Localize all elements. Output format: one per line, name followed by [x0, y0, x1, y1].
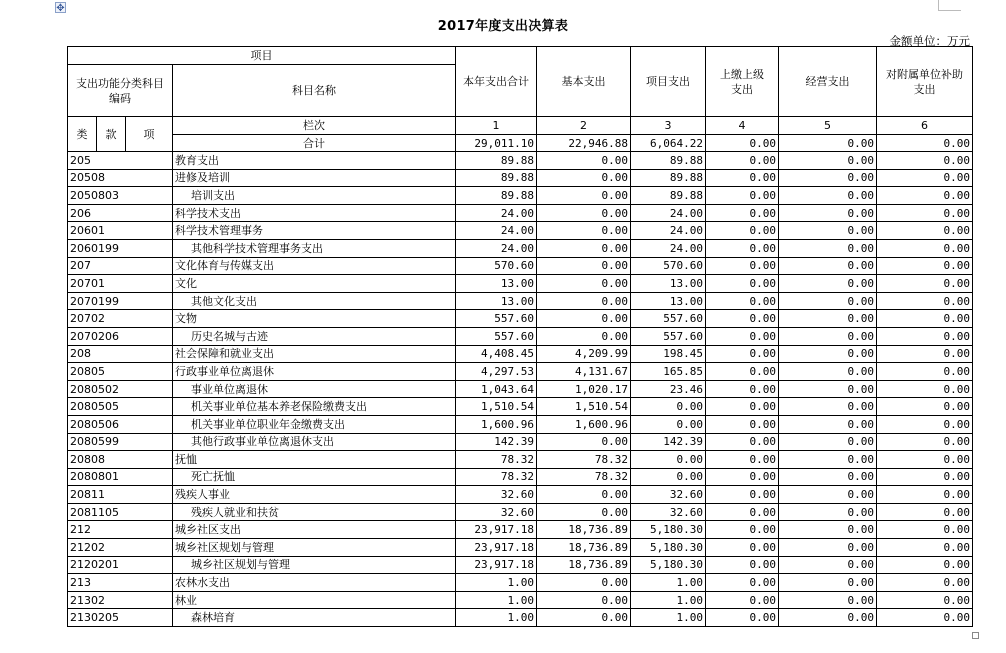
row-value: 0.00 [706, 486, 779, 504]
row-value: 0.00 [877, 451, 973, 469]
row-value: 1.00 [456, 591, 537, 609]
table-row [68, 222, 973, 240]
page-corner-marker [938, 0, 961, 11]
row-value: 0.00 [706, 451, 779, 469]
col-number-5: 5 [779, 117, 877, 135]
row-value: 23,917.18 [456, 539, 537, 557]
total-value: 22,946.88 [537, 135, 631, 152]
row-value: 0.00 [706, 239, 779, 257]
xiang-header: 项 [126, 117, 173, 152]
row-code: 213 [68, 574, 173, 592]
row-value: 0.00 [537, 275, 631, 293]
row-value: 24.00 [631, 204, 706, 222]
lanci-label: 栏次 [173, 117, 456, 135]
row-code: 2050803 [68, 187, 173, 205]
row-code: 2060199 [68, 239, 173, 257]
row-value: 0.00 [706, 591, 779, 609]
row-name: 教育支出 [173, 152, 456, 170]
col-header-2: 基本支出 [537, 47, 631, 117]
row-value: 0.00 [877, 327, 973, 345]
table-row [68, 239, 973, 257]
project-header: 项目 [68, 47, 456, 65]
row-value: 78.32 [456, 468, 537, 486]
row-value: 0.00 [877, 415, 973, 433]
table-row [68, 539, 973, 557]
row-value: 24.00 [456, 239, 537, 257]
col-number-1: 1 [456, 117, 537, 135]
row-value: 0.00 [779, 521, 877, 539]
table-row [68, 257, 973, 275]
row-value: 4,297.53 [456, 363, 537, 381]
table-row [68, 574, 973, 592]
row-value: 165.85 [631, 363, 706, 381]
row-code: 20702 [68, 310, 173, 328]
col-number-3: 3 [631, 117, 706, 135]
row-name: 其他行政事业单位离退休支出 [173, 433, 456, 451]
expenditure-table [67, 46, 973, 627]
row-value: 13.00 [456, 275, 537, 293]
row-value: 0.00 [779, 415, 877, 433]
row-code: 2070206 [68, 327, 173, 345]
kuan-header: 款 [97, 117, 126, 152]
total-value: 0.00 [877, 135, 973, 152]
row-value: 0.00 [537, 574, 631, 592]
row-value: 89.88 [456, 152, 537, 170]
col-number-4: 4 [706, 117, 779, 135]
row-name: 行政事业单位离退休 [173, 363, 456, 381]
row-value: 18,736.89 [537, 556, 631, 574]
row-value: 1,043.64 [456, 380, 537, 398]
row-value: 89.88 [631, 187, 706, 205]
row-code: 20811 [68, 486, 173, 504]
row-value: 32.60 [456, 486, 537, 504]
row-value: 557.60 [456, 327, 537, 345]
row-value: 89.88 [631, 152, 706, 170]
row-value: 0.00 [779, 239, 877, 257]
row-value: 0.00 [537, 152, 631, 170]
row-value: 198.45 [631, 345, 706, 363]
row-name: 历史名城与古迹 [173, 327, 456, 345]
row-value: 1,600.96 [456, 415, 537, 433]
row-value: 0.00 [706, 609, 779, 627]
row-value: 0.00 [779, 327, 877, 345]
row-value: 0.00 [537, 292, 631, 310]
row-value: 1,510.54 [537, 398, 631, 416]
row-value: 0.00 [706, 380, 779, 398]
row-value: 18,736.89 [537, 521, 631, 539]
row-value: 0.00 [779, 539, 877, 557]
table-row [68, 275, 973, 293]
row-value: 0.00 [877, 222, 973, 240]
row-name: 文化体育与传媒支出 [173, 257, 456, 275]
row-code: 20508 [68, 169, 173, 187]
row-value: 0.00 [779, 222, 877, 240]
row-value: 0.00 [779, 591, 877, 609]
row-value: 0.00 [706, 363, 779, 381]
row-value: 0.00 [706, 152, 779, 170]
row-value: 0.00 [706, 275, 779, 293]
row-value: 0.00 [706, 169, 779, 187]
row-value: 24.00 [456, 204, 537, 222]
table-row [68, 609, 973, 627]
row-value: 0.00 [877, 310, 973, 328]
table-row [68, 415, 973, 433]
row-value: 0.00 [779, 451, 877, 469]
amount-unit: 金额单位：万元 [889, 34, 970, 48]
row-value: 5,180.30 [631, 539, 706, 557]
row-value: 0.00 [706, 556, 779, 574]
row-value: 0.00 [537, 257, 631, 275]
code-header: 支出功能分类科目编码 [68, 65, 173, 117]
row-value: 32.60 [631, 503, 706, 521]
row-value: 4,131.67 [537, 363, 631, 381]
table-row [68, 486, 973, 504]
lei-header: 类 [68, 117, 97, 152]
row-value: 1.00 [631, 609, 706, 627]
row-code: 21202 [68, 539, 173, 557]
row-value: 0.00 [877, 433, 973, 451]
row-name: 社会保障和就业支出 [173, 345, 456, 363]
row-value: 0.00 [779, 257, 877, 275]
row-code: 2080506 [68, 415, 173, 433]
row-value: 0.00 [877, 556, 973, 574]
row-value: 0.00 [779, 468, 877, 486]
row-code: 2120201 [68, 556, 173, 574]
row-code: 2081105 [68, 503, 173, 521]
row-code: 207 [68, 257, 173, 275]
row-value: 0.00 [877, 521, 973, 539]
row-code: 205 [68, 152, 173, 170]
page-title: 2017年度支出决算表 [437, 19, 569, 34]
row-value: 0.00 [877, 486, 973, 504]
table-row [68, 521, 973, 539]
row-value: 5,180.30 [631, 521, 706, 539]
row-value: 0.00 [537, 169, 631, 187]
row-value: 0.00 [537, 609, 631, 627]
row-code: 20805 [68, 363, 173, 381]
row-value: 0.00 [877, 275, 973, 293]
row-value: 0.00 [706, 503, 779, 521]
row-code: 20701 [68, 275, 173, 293]
row-code: 208 [68, 345, 173, 363]
row-value: 13.00 [456, 292, 537, 310]
table-row [68, 292, 973, 310]
row-value: 0.00 [631, 415, 706, 433]
row-value: 0.00 [779, 609, 877, 627]
row-name: 事业单位离退休 [173, 380, 456, 398]
row-value: 0.00 [877, 503, 973, 521]
row-value: 0.00 [779, 556, 877, 574]
row-code: 2080502 [68, 380, 173, 398]
row-value: 570.60 [456, 257, 537, 275]
row-value: 0.00 [877, 539, 973, 557]
total-value: 0.00 [706, 135, 779, 152]
row-value: 0.00 [877, 398, 973, 416]
row-value: 24.00 [631, 239, 706, 257]
row-value: 24.00 [631, 222, 706, 240]
row-value: 5,180.30 [631, 556, 706, 574]
row-name: 文化 [173, 275, 456, 293]
row-code: 2130205 [68, 609, 173, 627]
row-value: 0.00 [877, 468, 973, 486]
row-name: 森林培育 [173, 609, 456, 627]
row-value: 0.00 [779, 204, 877, 222]
row-value: 0.00 [877, 152, 973, 170]
total-value: 0.00 [779, 135, 877, 152]
row-value: 1.00 [456, 574, 537, 592]
row-name: 城乡社区规划与管理 [173, 556, 456, 574]
row-name: 科学技术管理事务 [173, 222, 456, 240]
col-header-6: 对附属单位补助支出 [877, 47, 973, 117]
row-value: 32.60 [631, 486, 706, 504]
row-value: 0.00 [706, 257, 779, 275]
row-name: 死亡抚恤 [173, 468, 456, 486]
row-value: 0.00 [779, 292, 877, 310]
col-header-5: 经营支出 [779, 47, 877, 117]
row-value: 0.00 [877, 609, 973, 627]
row-code: 2080599 [68, 433, 173, 451]
row-name: 培训支出 [173, 187, 456, 205]
row-value: 0.00 [537, 503, 631, 521]
row-value: 0.00 [706, 222, 779, 240]
table-row [68, 433, 973, 451]
row-value: 1,600.96 [537, 415, 631, 433]
col-number-2: 2 [537, 117, 631, 135]
row-value: 0.00 [877, 204, 973, 222]
row-value: 1.00 [456, 609, 537, 627]
row-name: 城乡社区支出 [173, 521, 456, 539]
total-label: 合计 [173, 135, 456, 152]
row-value: 0.00 [631, 451, 706, 469]
row-value: 0.00 [706, 539, 779, 557]
row-name: 文物 [173, 310, 456, 328]
row-value: 0.00 [877, 257, 973, 275]
row-value: 78.32 [456, 451, 537, 469]
row-value: 89.88 [456, 169, 537, 187]
row-value: 0.00 [877, 292, 973, 310]
row-value: 0.00 [537, 222, 631, 240]
table-row [68, 204, 973, 222]
row-value: 0.00 [877, 574, 973, 592]
table-row [68, 187, 973, 205]
table-row [68, 169, 973, 187]
total-value: 6,064.22 [631, 135, 706, 152]
table-row [68, 503, 973, 521]
row-code: 2070199 [68, 292, 173, 310]
row-value: 0.00 [706, 415, 779, 433]
row-name: 机关事业单位职业年金缴费支出 [173, 415, 456, 433]
row-value: 0.00 [877, 380, 973, 398]
row-value: 0.00 [779, 574, 877, 592]
row-value: 557.60 [631, 310, 706, 328]
col-header-4: 上缴上级支出 [706, 47, 779, 117]
row-value: 0.00 [706, 204, 779, 222]
row-value: 0.00 [877, 187, 973, 205]
row-value: 0.00 [877, 363, 973, 381]
row-code: 20808 [68, 451, 173, 469]
row-value: 142.39 [456, 433, 537, 451]
row-name: 机关事业单位基本养老保险缴费支出 [173, 398, 456, 416]
row-value: 1.00 [631, 591, 706, 609]
table-move-handle-icon[interactable]: ✥ [56, 3, 65, 14]
row-value: 0.00 [706, 468, 779, 486]
row-value: 557.60 [456, 310, 537, 328]
row-value: 0.00 [706, 433, 779, 451]
table-row [68, 451, 973, 469]
row-value: 78.32 [537, 468, 631, 486]
row-value: 23.46 [631, 380, 706, 398]
row-value: 0.00 [877, 239, 973, 257]
table-row [68, 152, 973, 170]
table-resize-handle[interactable] [972, 632, 979, 639]
row-code: 21302 [68, 591, 173, 609]
row-code: 212 [68, 521, 173, 539]
row-value: 0.00 [877, 345, 973, 363]
row-name: 进修及培训 [173, 169, 456, 187]
table-row [68, 327, 973, 345]
row-value: 0.00 [537, 310, 631, 328]
row-name: 林业 [173, 591, 456, 609]
row-value: 0.00 [537, 433, 631, 451]
row-value: 0.00 [706, 345, 779, 363]
row-value: 0.00 [779, 486, 877, 504]
row-value: 0.00 [877, 169, 973, 187]
row-value: 0.00 [779, 310, 877, 328]
row-value: 0.00 [706, 574, 779, 592]
table-row [68, 556, 973, 574]
row-code: 2080801 [68, 468, 173, 486]
row-value: 89.88 [631, 169, 706, 187]
row-code: 206 [68, 204, 173, 222]
row-value: 0.00 [779, 363, 877, 381]
row-value: 23,917.18 [456, 556, 537, 574]
row-value: 1,020.17 [537, 380, 631, 398]
row-value: 0.00 [779, 503, 877, 521]
row-value: 78.32 [537, 451, 631, 469]
row-code: 2080505 [68, 398, 173, 416]
row-name: 其他文化支出 [173, 292, 456, 310]
row-value: 4,209.99 [537, 345, 631, 363]
row-value: 0.00 [537, 204, 631, 222]
row-value: 89.88 [456, 187, 537, 205]
total-value: 29,011.10 [456, 135, 537, 152]
table-row [68, 591, 973, 609]
table-row [68, 380, 973, 398]
row-value: 570.60 [631, 257, 706, 275]
row-name: 其他科学技术管理事务支出 [173, 239, 456, 257]
row-code: 20601 [68, 222, 173, 240]
row-value: 142.39 [631, 433, 706, 451]
row-value: 557.60 [631, 327, 706, 345]
row-value: 0.00 [779, 187, 877, 205]
row-value: 1.00 [631, 574, 706, 592]
row-value: 0.00 [877, 591, 973, 609]
row-name: 残疾人事业 [173, 486, 456, 504]
row-value: 0.00 [537, 327, 631, 345]
row-value: 0.00 [706, 310, 779, 328]
col-header-3: 项目支出 [631, 47, 706, 117]
row-value: 0.00 [631, 398, 706, 416]
row-name: 科学技术支出 [173, 204, 456, 222]
row-name: 抚恤 [173, 451, 456, 469]
table-row [68, 398, 973, 416]
row-value: 18,736.89 [537, 539, 631, 557]
row-value: 0.00 [779, 275, 877, 293]
row-value: 0.00 [631, 468, 706, 486]
col-header-1: 本年支出合计 [456, 47, 537, 117]
col-number-6: 6 [877, 117, 973, 135]
row-value: 0.00 [706, 187, 779, 205]
row-value: 0.00 [706, 398, 779, 416]
row-value: 24.00 [456, 222, 537, 240]
row-value: 0.00 [706, 292, 779, 310]
table-row [68, 345, 973, 363]
row-value: 4,408.45 [456, 345, 537, 363]
row-value: 0.00 [537, 239, 631, 257]
row-value: 0.00 [779, 152, 877, 170]
row-name: 残疾人就业和扶贫 [173, 503, 456, 521]
row-value: 32.60 [456, 503, 537, 521]
table-row [68, 468, 973, 486]
row-value: 0.00 [537, 591, 631, 609]
row-value: 0.00 [706, 521, 779, 539]
row-value: 13.00 [631, 275, 706, 293]
row-value: 0.00 [779, 398, 877, 416]
name-header: 科目名称 [173, 65, 456, 117]
row-value: 0.00 [537, 486, 631, 504]
row-name: 农林水支出 [173, 574, 456, 592]
row-value: 0.00 [779, 345, 877, 363]
row-value: 0.00 [706, 327, 779, 345]
row-value: 0.00 [537, 187, 631, 205]
table-row [68, 310, 973, 328]
row-value: 13.00 [631, 292, 706, 310]
table-row [68, 363, 973, 381]
row-value: 0.00 [779, 380, 877, 398]
row-value: 0.00 [779, 169, 877, 187]
row-name: 城乡社区规划与管理 [173, 539, 456, 557]
row-value: 23,917.18 [456, 521, 537, 539]
row-value: 1,510.54 [456, 398, 537, 416]
row-value: 0.00 [779, 433, 877, 451]
